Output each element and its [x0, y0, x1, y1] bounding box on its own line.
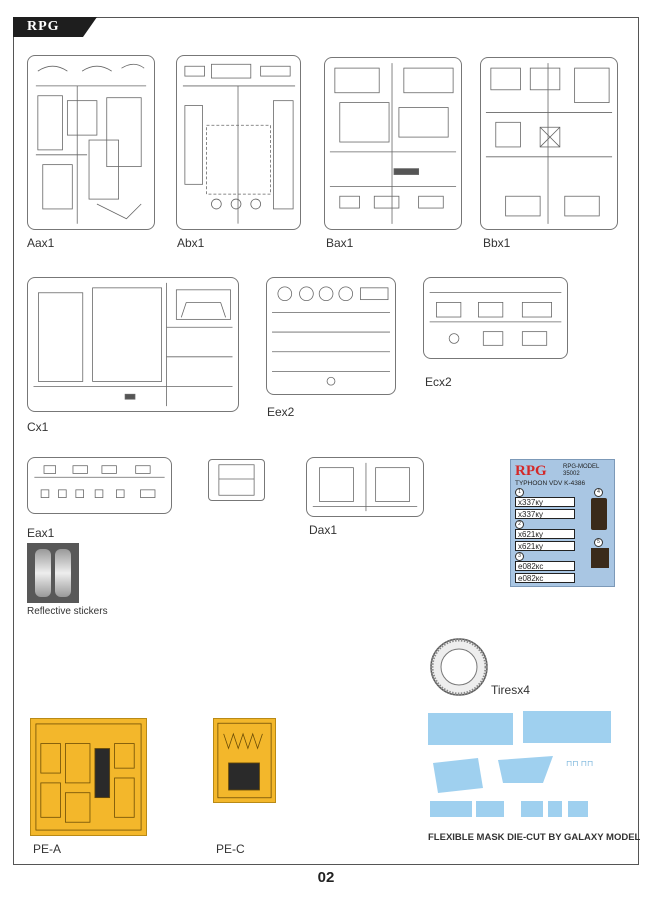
sprue-eax1-label: Eax1: [27, 526, 55, 540]
sprue-cx1-image: [27, 277, 239, 412]
decal-marking-5: е082кс: [515, 561, 575, 571]
reflective-strip-left: [35, 549, 51, 597]
decal-badge-5: 5: [594, 538, 603, 547]
pe-a-fret-image: [30, 718, 147, 836]
mask-sheet-image: [428, 708, 613, 823]
sprue-cx1-label: Cx1: [27, 420, 49, 434]
decal-panel-icon: [591, 498, 607, 530]
svg-text:⊓⊓ ⊓⊓: ⊓⊓ ⊓⊓: [566, 759, 594, 768]
decal-subtitle: TYPHOON VDV K-4386: [515, 480, 586, 487]
sprue-aax1-label: Aax1: [27, 236, 55, 250]
sprue-eex2-label: Eex2: [267, 405, 295, 419]
sprue-bbx1-label: Bbx1: [483, 236, 511, 250]
brand-logo: [13, 17, 83, 37]
decal-plate-icon: [591, 548, 609, 568]
sprue-eex2-image: [266, 277, 396, 395]
sprue-eax1-image: [27, 457, 172, 514]
decal-model-line2: 35002: [563, 471, 580, 477]
sprue-bbx1-image: [480, 57, 618, 230]
decal-model-line1: RPG-MODEL: [563, 464, 600, 470]
sprue-abx1-image: [176, 55, 301, 230]
sprue-bax1-label: Bax1: [326, 236, 354, 250]
tire-image: [429, 637, 489, 697]
sprue-abx1-label: Abx1: [177, 236, 205, 250]
decal-badge-1: 1: [515, 488, 524, 497]
sprue-dax1-label: Dax1: [309, 523, 338, 537]
sprue-dax1-image: [306, 457, 424, 517]
page-number: 02: [317, 869, 335, 886]
sprue-ecx2-label: Ecx2: [425, 375, 452, 389]
pe-a-label: PE-A: [33, 842, 62, 856]
pe-c-label: PE-C: [216, 842, 245, 856]
tires-label: Tiresx4: [491, 683, 530, 697]
decal-marking-4: x621ку: [515, 541, 575, 551]
decal-badge-4: 4: [594, 488, 603, 497]
loose-part-image: [208, 459, 265, 501]
decal-badge-2: 2: [515, 520, 524, 529]
sprue-aax1-image: [27, 55, 155, 230]
sprue-ecx2-image: [423, 277, 568, 359]
decal-sheet: [510, 459, 615, 587]
decal-marking-1: x337ку: [515, 497, 575, 507]
pe-c-fret-image: [213, 718, 276, 803]
decal-badge-3: 3: [515, 552, 524, 561]
decal-marking-6: е082кс: [515, 573, 575, 583]
sprue-bax1-image: [324, 57, 462, 230]
decal-logo: RPG: [515, 463, 547, 479]
reflective-stickers-image: [27, 543, 79, 603]
reflective-stickers-label: Reflective stickers: [27, 606, 108, 617]
brand-text: RPG: [27, 19, 60, 34]
reflective-strip-right: [55, 549, 71, 597]
mask-caption: FLEXIBLE MASK DIE-CUT BY GALAXY MODEL: [428, 832, 641, 843]
decal-marking-2: x337ку: [515, 509, 575, 519]
decal-marking-3: x621ку: [515, 529, 575, 539]
